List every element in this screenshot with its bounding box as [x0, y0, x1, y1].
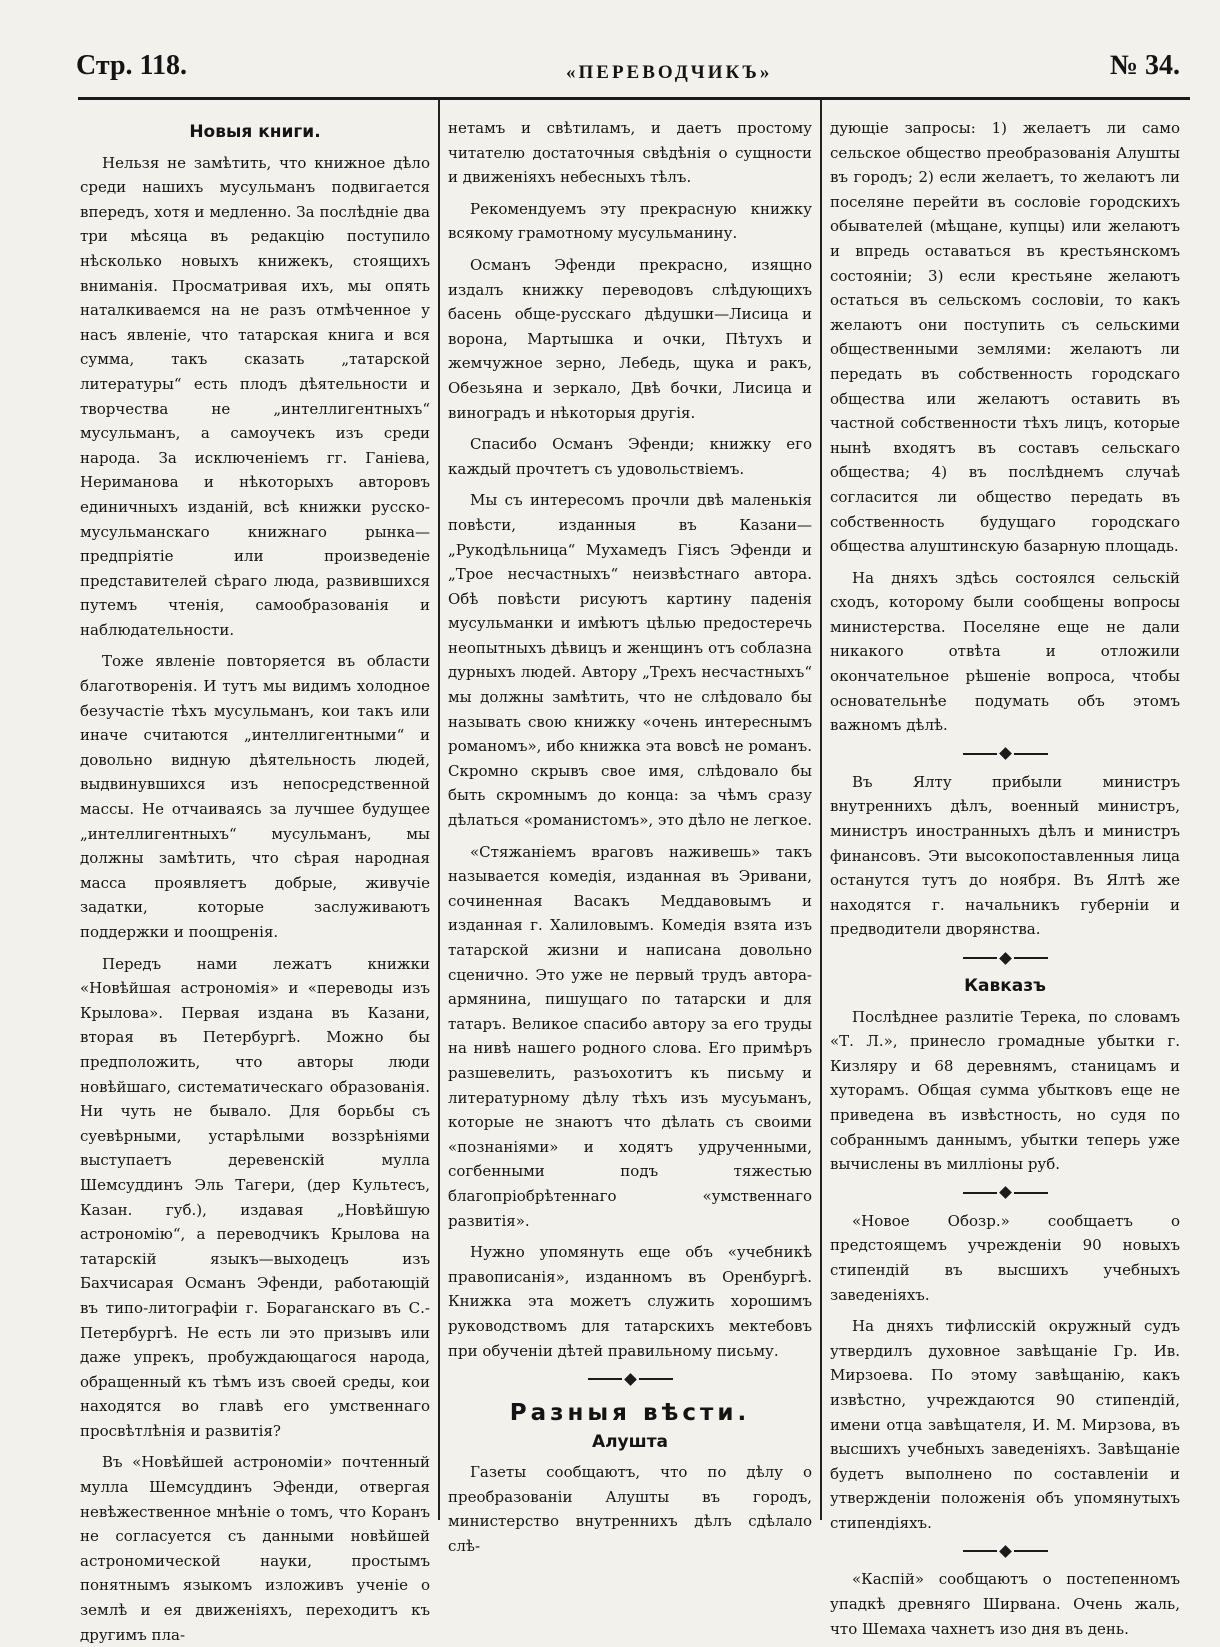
article-paragraph: Нельзя не замѣтить, что книжное дѣло среди нашихъ мусульманъ подвигается впередъ, хотя и медленно. За послѣдніе два три мѣсяца въ редакцію поступило нѣсколько новыхъ книжекъ, стоящихъ вниманія. Просматривая ихъ, мы опять наталкиваемся на не разъ отмѣченное у насъ явленіе, что татарская книга и вся сумма, такъ сказать „татарской литературы“ есть плодъ дѣятельности и творчества не „интеллигентныхъ“ мусульманъ, а самоучекъ изъ среди народа. За исключеніемъ гг. Ганіева, Нериманова и нѣкоторыхъ авторовъ единичныхъ изданій, всѣ книжки русско-мусульманскаго книжнаго рынка—предпріятіе или произведеніе представителей сѣраго люда, развившихся путемъ чтенія, самообразованія и наблюдательности. — [80, 153, 430, 639]
column-3 — [830, 116, 1180, 1638]
page-number: Стр. 118. — [76, 50, 187, 81]
ornament-divider — [448, 1371, 812, 1385]
article-paragraph: Османъ Эфенди прекрасно, изящно издалъ книжку переводовъ слѣдующихъ басень обще-русскаго дѣдушки—Лисица и ворона, Мартышка и очки, Пѣтухъ и жемчужное зерно, Лебедь, щука и ракъ, Обезьяна и зеркало, Двѣ бочки, Лисица и виноградъ и нѣкоторыя другія. — [448, 255, 812, 422]
ornament-divider — [830, 746, 1180, 760]
article-paragraph: «Новое Обозр.» сообщаетъ о предстоящемъ учрежденіи 90 новыхъ стипендій въ высшихъ учебныхъ заведеніяхъ. — [830, 1211, 1180, 1304]
article-paragraph: «Стяжаніемъ враговъ наживешь» такъ называется комедія, изданная въ Эривани, сочиненная Васакъ Меддавовымъ и изданная г. Халиловымъ. Комедія взята изъ татарской жизни и написана довольно сценично. Это уже не первый трудъ автора-армянина, пишущаго по татарски и для татаръ. Великое спасибо автору за его труды на нивѣ нашего родного слова. Его примѣръ разшевелить, разъохотитъ къ письму и литературному дѣлу тѣхъ изъ мусуьманъ, которые не знаютъ что дѣлать съ своими «познаніями» и ходятъ удрученными, согбенными подъ тяжестью благопріобрѣтеннаго «умственнаго развитія». — [448, 842, 812, 1230]
article-paragraph: дующіе запросы: 1) желаетъ ли само сельское общество преобразованія Алушты въ городъ; 2) если желаетъ, то желаютъ ли поселяне перейти въ сословіе городскихъ обывателей (мѣщане, купцы) или желаютъ и впредь оставаться въ крестьянскомъ состояніи; 3) если крестьяне желаютъ остаться въ сельскомъ сословіи, то какъ желаютъ они поступить съ сельскими общественными землями: желаютъ ли передать въ собственность городскаго общества или желаютъ оставить въ частной собственности тѣхъ лицъ, которые нынѣ входятъ въ составъ сельскаго общества; 4) въ послѣднемъ случаѣ согласится ли общество передать въ собственность будущаго городскаго общества алуштинскую базарную площадь. — [830, 119, 1180, 556]
section-heading-various-news: Разныя вѣсти. — [509, 1400, 751, 1427]
article-paragraph: Въ Ялту прибыли министръ внутреннихъ дѣлъ, военный министръ, министръ иностранныхъ дѣлъ и министръ финансовъ. Эти высокопоставленныя лица останутся тутъ до ноября. Въ Ялтѣ же находятся г. начальникъ губерніи и предводители дворянства. — [830, 772, 1180, 939]
masthead — [76, 50, 1180, 90]
column-2 — [448, 116, 812, 1556]
article-paragraph: Спасибо Османъ Эфенди; книжку его каждый прочтетъ съ удовольствіемъ. — [448, 435, 812, 478]
section-heading-caucasus: Кавказъ — [964, 976, 1046, 996]
article-paragraph: Послѣднее разлитіе Терека, по словамъ «Т. Л.», принесло громадные убытки г. Кизляру и 68 деревнямъ, станицамъ и хуторамъ. Общая сумма убытковъ еще не приведена въ извѣстность, но судя по собраннымъ даннымъ, убытки теперь уже вычислены въ милліоны руб. — [830, 1007, 1180, 1174]
article-paragraph: Газеты сообщаютъ, что по дѣлу о преобразованіи Алушты въ городъ, министерство внутреннихъ дѣлъ сдѣлало слѣ- — [448, 1463, 812, 1556]
column-divider-2 — [820, 100, 822, 1520]
article-paragraph: На дняхъ здѣсь состоялся сельскій сходъ, которому были сообщены вопросы министерства. Поселяне еще не дали никакого отвѣта и отложили окончательное рѣшеніе вопроса, чтобы основательнѣе подумать объ этомъ важномъ дѣлѣ. — [830, 568, 1180, 735]
article-paragraph: Передъ нами лежатъ книжки «Новѣйшая астрономія» и «переводы изъ Крылова». Первая издана въ Казани, вторая въ Петербургѣ. Можно бы предположить, что авторы люди новѣйшаго, систематическаго образованія. Ни чуть не бывало. Для борьбы съ суевѣрными, устарѣлыми воззрѣніями выступаетъ деревенскій мулла Шемсуддинъ Эль Тагери, (дер Культесъ, Казан. губ.), издавая „Новѣйшую астрономію“, а переводчикъ Крылова на татарскій языкъ—выходецъ изъ Бахчисарая Османъ Эфенди, работающій въ типо-литографіи г. Бораганскаго въ С.-Петербургѣ. Не есть ли это призывъ или даже упрекъ, пробуждающагося народа, обращенный къ тѣмъ изъ своей среды, кои находятся во главѣ его умственнаго просвѣтлѣнія и развитія? — [80, 954, 430, 1440]
newspaper-title: «ПЕРЕВОДЧИКЪ» — [566, 62, 773, 83]
subheading-alushta: Алушта — [591, 1431, 669, 1452]
article-paragraph: Рекомендуемъ эту прекрасную книжку всякому грамотному мусульманину. — [448, 199, 812, 243]
column-1 — [80, 116, 430, 1644]
header-rule — [78, 97, 1190, 100]
ornament-divider — [830, 1543, 1180, 1557]
issue-number: № 34. — [1109, 50, 1180, 81]
article-paragraph: На дняхъ тифлисскій окружный судъ утвердилъ духовное завѣщаніе Гр. Ив. Мирзоева. По этому завѣщанію, какъ извѣстно, учреждаются 90 стипендій, имени отца завѣщателя, И. М. Мирзова, въ высшихъ учебныхъ заведеніяхъ. Завѣщаніе будетъ выполнено по составленіи и утвержденіи положенія объ упомянутыхъ стипендіяхъ. — [830, 1317, 1180, 1532]
article-paragraph: Мы съ интересомъ прочли двѣ маленькія повѣсти, изданныя въ Казани—„Рукодѣльница“ Мухамедъ Гіясъ Эфенди и „Трое несчастныхъ“ неизвѣстнаго автора. Обѣ повѣсти рисуютъ картину паденія мусульманки и имѣютъ цѣлью предостеречь неопытныхъ дѣвицъ и женщинъ отъ соблазна дурныхъ людей. Автору „Трехъ несчастныхъ“ мы должны замѣтить, что не слѣдовало бы называть свою книжку «очень интереснымъ романомъ», ибо книжка эта вовсѣ не романъ. Скромно скрывъ свое имя, слѣдовало бы быть скромнымъ до конца: за чѣмъ сразу дѣлаться «романистомъ», это дѣло не легкое. — [448, 491, 812, 830]
article-paragraph: Тоже явленіе повторяется въ области благотворенія. И тутъ мы видимъ холодное безучастіе тѣхъ мусульманъ, кои такъ или иначе считаются „интеллигентными“ и довольно видную дѣятельность людей, выдвинувшихся изъ непосредственной массы. Не отчаиваясь за лучшее будущее „интеллигентныхъ“ мусульманъ, мы должны замѣтить, что сѣрая народная масса проявляетъ добрые, живучіе задатки, которые заслуживаютъ поддержки и поощренія. — [80, 652, 430, 941]
article-paragraph: Въ «Новѣйшей астрономіи» почтенный мулла Шемсуддинъ Эфенди, отвергая невѣжественное мнѣніе о томъ, что Коранъ не согласуется съ данными новѣйшей астрономической науки, простымъ понятнымъ языкомъ изложивъ ученіе о землѣ и ея движеніяхъ, переходитъ къ другимъ пла- — [80, 1453, 430, 1644]
article-paragraph: нетамъ и свѣтиламъ, и даетъ простому читателю достаточныя свѣдѣнія о сущности и движеніяхъ небесныхъ тѣлъ. — [448, 119, 812, 187]
section-heading-new-books: Новыя книги. — [189, 122, 321, 142]
article-paragraph: Нужно упомянуть еще объ «учебникѣ правописанія», изданномъ въ Оренбургѣ. Книжка эта можетъ служить хорошимъ руководствомъ для татарскихъ мектебовъ при обученіи дѣтей правильному письму. — [448, 1243, 812, 1360]
ornament-divider — [830, 1185, 1180, 1199]
column-divider-1 — [438, 100, 440, 1520]
article-paragraph: «Каспій» сообщаютъ о постепенномъ упадкѣ древняго Ширвана. Очень жаль, что Шемаха чахнетъ изо дня въ день. — [830, 1570, 1180, 1638]
ornament-divider — [830, 950, 1180, 964]
